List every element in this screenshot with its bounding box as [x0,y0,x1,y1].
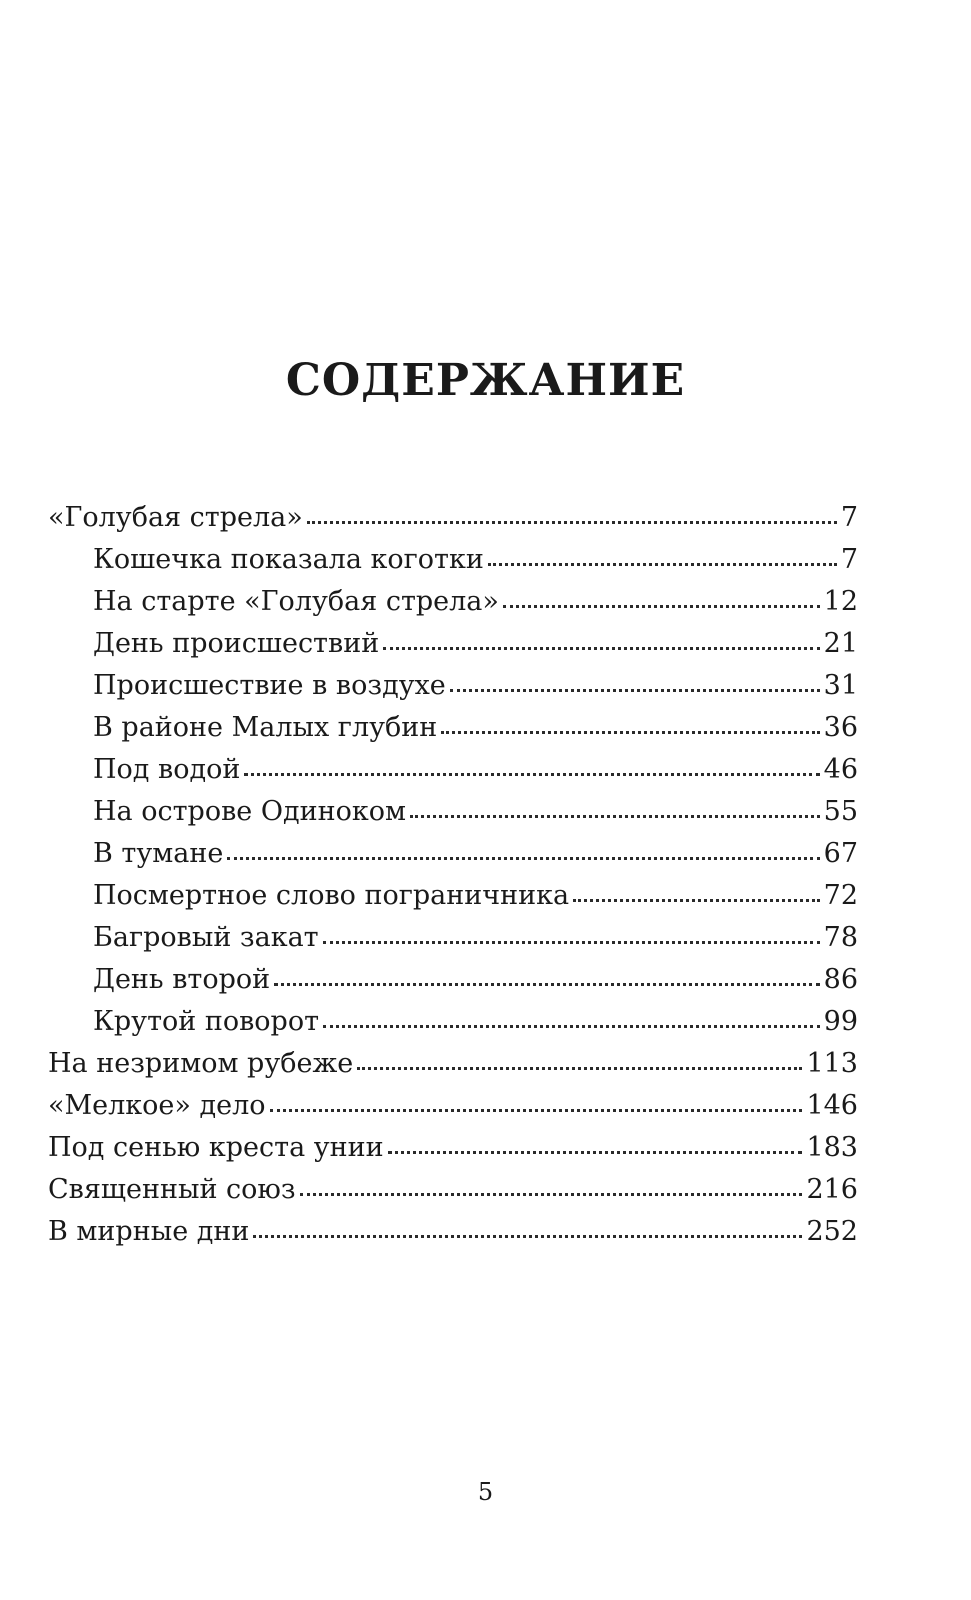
toc-entry[interactable] [48,623,858,665]
toc-entry-page: 7 [840,502,858,533]
dot-leader [323,1024,820,1028]
toc-entry[interactable] [48,833,858,875]
dot-leader [244,772,819,776]
page-title: СОДЕРЖАНИЕ [285,355,686,406]
toc-entry[interactable] [48,1001,858,1043]
toc-entry-title: Под сенью креста унии [48,1132,384,1163]
toc-entry-title: Под водой [93,754,241,785]
toc-entry-title: День происшествий [93,628,380,659]
dot-leader [253,1234,802,1238]
dot-leader [307,520,837,524]
dot-leader [450,688,820,692]
toc-entry-page: 72 [823,880,858,911]
toc-entry-title: Священный союз [48,1174,296,1205]
toc-entry[interactable] [48,959,858,1001]
toc-entry-page: 78 [823,922,858,953]
table-of-contents [48,497,858,1253]
toc-entry[interactable] [48,1043,858,1085]
toc-entry-title: День второй [93,964,271,995]
toc-entry-title: Крутой поворот [93,1006,320,1037]
toc-entry-page: 55 [823,796,858,827]
toc-entry[interactable] [48,1211,858,1253]
toc-entry-page: 216 [806,1174,858,1205]
dot-leader [488,562,837,566]
toc-entry-title: На острове Одиноком [93,796,406,827]
dot-leader [573,898,820,902]
toc-entry[interactable] [48,581,858,623]
toc-entry-page: 36 [823,712,858,743]
dot-leader [410,814,820,818]
toc-entry-page: 31 [823,670,858,701]
toc-entry-page: 21 [823,628,858,659]
toc-entry-page: 146 [806,1090,858,1121]
dot-leader [388,1150,803,1154]
toc-entry-page: 46 [823,754,858,785]
dot-leader [503,604,820,608]
dot-leader [383,646,819,650]
toc-entry-page: 67 [823,838,858,869]
toc-entry-title: «Голубая стрела» [48,502,303,533]
toc-entry[interactable] [48,1169,858,1211]
dot-leader [323,940,820,944]
toc-entry-title: Кошечка показала коготки [93,544,484,575]
toc-entry-page: 12 [823,586,858,617]
dot-leader [300,1192,803,1196]
toc-entry[interactable] [48,1127,858,1169]
dot-leader [227,856,819,860]
toc-entry-title: «Мелкое» дело [48,1090,266,1121]
dot-leader [357,1066,802,1070]
toc-entry[interactable] [48,539,858,581]
toc-entry-title: В тумане [93,838,224,869]
toc-entry[interactable] [48,875,858,917]
toc-entry-title: Происшествие в воздухе [93,670,446,701]
toc-entry[interactable] [48,791,858,833]
toc-entry-title: В районе Малых глубин [93,712,438,743]
toc-entry-title: На незримом рубеже [48,1048,354,1079]
toc-entry[interactable] [48,1085,858,1127]
dot-leader [441,730,819,734]
toc-entry[interactable] [48,665,858,707]
toc-entry-page: 183 [806,1132,858,1163]
toc-entry[interactable] [48,497,858,539]
toc-entry[interactable] [48,707,858,749]
dot-leader [270,1108,803,1112]
toc-entry-page: 99 [823,1006,858,1037]
toc-entry-page: 86 [823,964,858,995]
toc-entry-title: На старте «Голубая стрела» [93,586,499,617]
dot-leader [274,982,820,986]
page-number: 5 [477,1478,494,1506]
toc-entry-page: 7 [840,544,858,575]
toc-entry-page: 113 [806,1048,858,1079]
toc-entry-title: Посмертное слово пограничника [93,880,570,911]
toc-entry[interactable] [48,917,858,959]
toc-entry[interactable] [48,749,858,791]
toc-entry-page: 252 [806,1216,858,1247]
toc-entry-title: В мирные дни [48,1216,250,1247]
toc-entry-title: Багровый закат [93,922,319,953]
